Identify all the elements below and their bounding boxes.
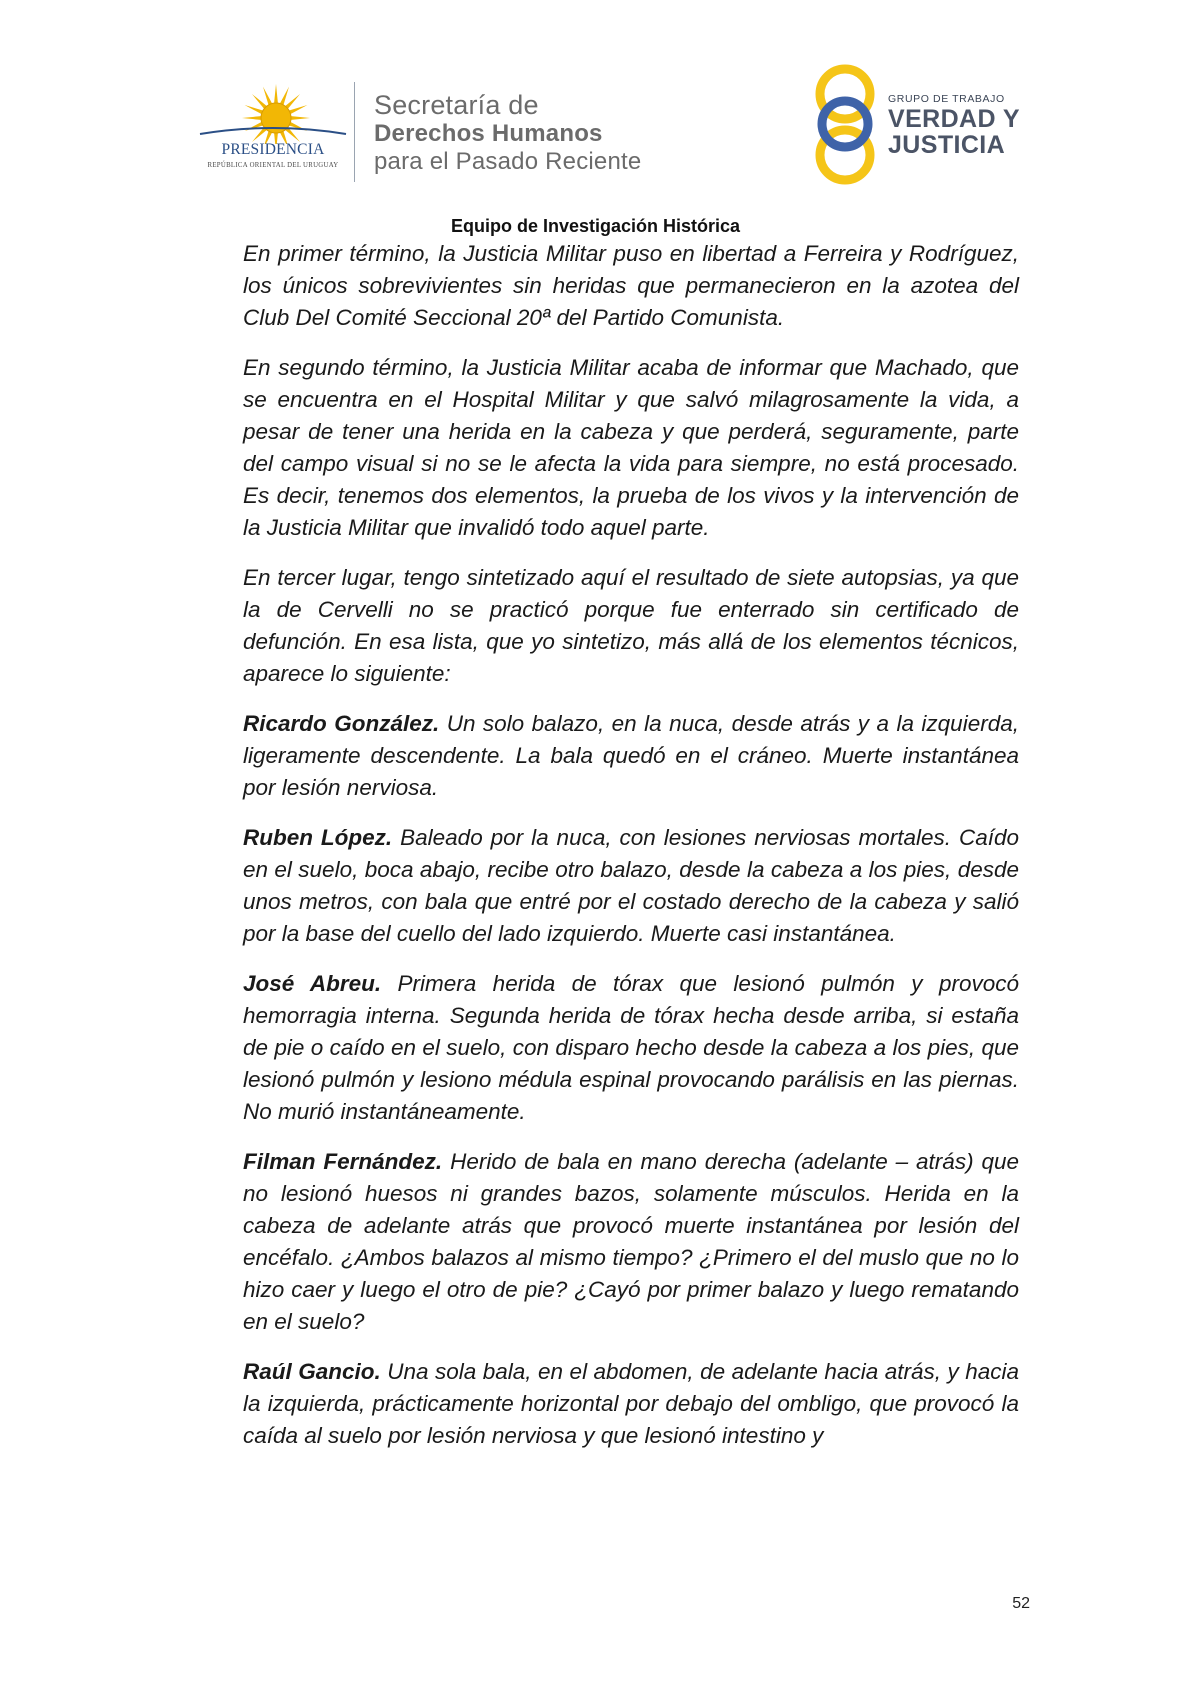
victim-name: Ruben López. (243, 825, 393, 850)
sun-icon (196, 82, 350, 144)
victim-name: Raúl Gancio. (243, 1359, 381, 1384)
presidencia-name: PRESIDENCIA (221, 141, 325, 158)
paragraph-text: En segundo término, la Justicia Militar acaba de informar que Machado, que se encuentra en el Hospital Militar y que salvó milagrosamente la vida, a pesar de tener una herida en la cabeza y que perderá, seguramente, parte del campo visual si no se le afecta la vida para siempre, no está procesado. Es decir, tenemos dos elementos, la prueba de los vivos y la intervención de la Justicia Militar que invalidó todo aquel parte. (243, 355, 1019, 540)
autopsy-text: Herido de bala en mano derecha (adelante – atrás) que no lesionó huesos ni grandes bazos, solamente músculos. Herida en la cabeza de adelante atrás que provocó muerte instantánea por lesión del encéfalo. ¿Ambos balazos al mismo tiempo? ¿Primero el del muslo que no lo hizo caer y luego el otro de pie? ¿Cayó por primer balazo y luego rematando en el suelo? (243, 1149, 1019, 1334)
paragraph (243, 562, 1019, 690)
secretaria-logo-text (374, 90, 694, 176)
autopsy-entry (243, 1146, 1019, 1338)
autopsy-text: Un solo balazo, en la nuca, desde atrás y a la izquierda, ligeramente descendente. La bala quedó en el cráneo. Muerte instantánea por lesión nerviosa. (243, 711, 1019, 800)
verdad-justicia-rings-icon (807, 62, 883, 187)
victim-name: José Abreu. (243, 971, 382, 996)
presidencia-logo (196, 82, 350, 178)
secretaria-line-3: para el Pasado Reciente (374, 148, 642, 175)
paragraph (243, 352, 1019, 544)
secretaria-line-1: Secretaría de (374, 90, 539, 120)
header-divider (354, 82, 355, 182)
autopsy-entry (243, 968, 1019, 1128)
team-heading: Equipo de Investigación Histórica (450, 216, 741, 236)
presidencia-subtitle: REPÚBLICA ORIENTAL DEL URUGUAY (207, 162, 339, 169)
autopsy-entry (243, 708, 1019, 804)
paragraph-text: En primer término, la Justicia Militar puso en libertad a Ferreira y Rodríguez, los únicos sobrevivientes sin heridas que permanecieron en la azotea del Club Del Comité Seccional 20ª del Partido Comunista. (243, 241, 1019, 330)
paragraph (243, 238, 1019, 334)
autopsy-entry (243, 1356, 1019, 1452)
justicia-label: JUSTICIA (888, 131, 1006, 159)
page-header (0, 0, 1191, 200)
autopsy-entry (243, 822, 1019, 950)
grupo-trabajo-label: GRUPO DE TRABAJO (888, 93, 1005, 105)
verdad-justicia-logo-text (888, 93, 1028, 158)
page-number: 52 (1012, 1595, 1030, 1612)
autopsy-text: Baleado por la nuca, con lesiones nerviosas mortales. Caído en el suelo, boca abajo, recibe otro balazo, desde la cabeza a los pies, desde unos metros, con bala que entré por el costado derecho de la cabeza y salió por la base del cuello del lado izquierdo. Muerte casi instantánea. (243, 825, 1019, 946)
document-body (243, 238, 1019, 1452)
verdad-label: VERDAD Y (888, 105, 1020, 133)
autopsy-text: Una sola bala, en el abdomen, de adelante hacia atrás, y hacia la izquierda, prácticamente horizontal por debajo del ombligo, que provocó la caída al suelo por lesión nerviosa y que lesionó intestino y (243, 1359, 1019, 1448)
secretaria-line-2 (374, 120, 694, 148)
victim-name: Ricardo González. (243, 711, 440, 736)
paragraph-text: En tercer lugar, tengo sintetizado aquí el resultado de siete autopsias, ya que la de Cervelli no se practicó porque fue enterrado sin certificado de defunción. En esa lista, que yo sintetizo, más allá de los elementos técnicos, aparece lo siguiente: (243, 565, 1019, 686)
secretaria-line-2-text: Derechos Humanos (374, 120, 603, 147)
victim-name: Filman Fernández. (243, 1149, 443, 1174)
autopsy-text: Primera herida de tórax que lesionó pulmón y provocó hemorragia interna. Segunda herida de tórax hecha desde arriba, si estaña de pie o caído en el suelo, con disparo hecho desde la cabeza a los pies, que lesionó pulmón y lesiono médula espinal provocando parálisis en las piernas. No murió instantáneamente. (243, 971, 1019, 1124)
